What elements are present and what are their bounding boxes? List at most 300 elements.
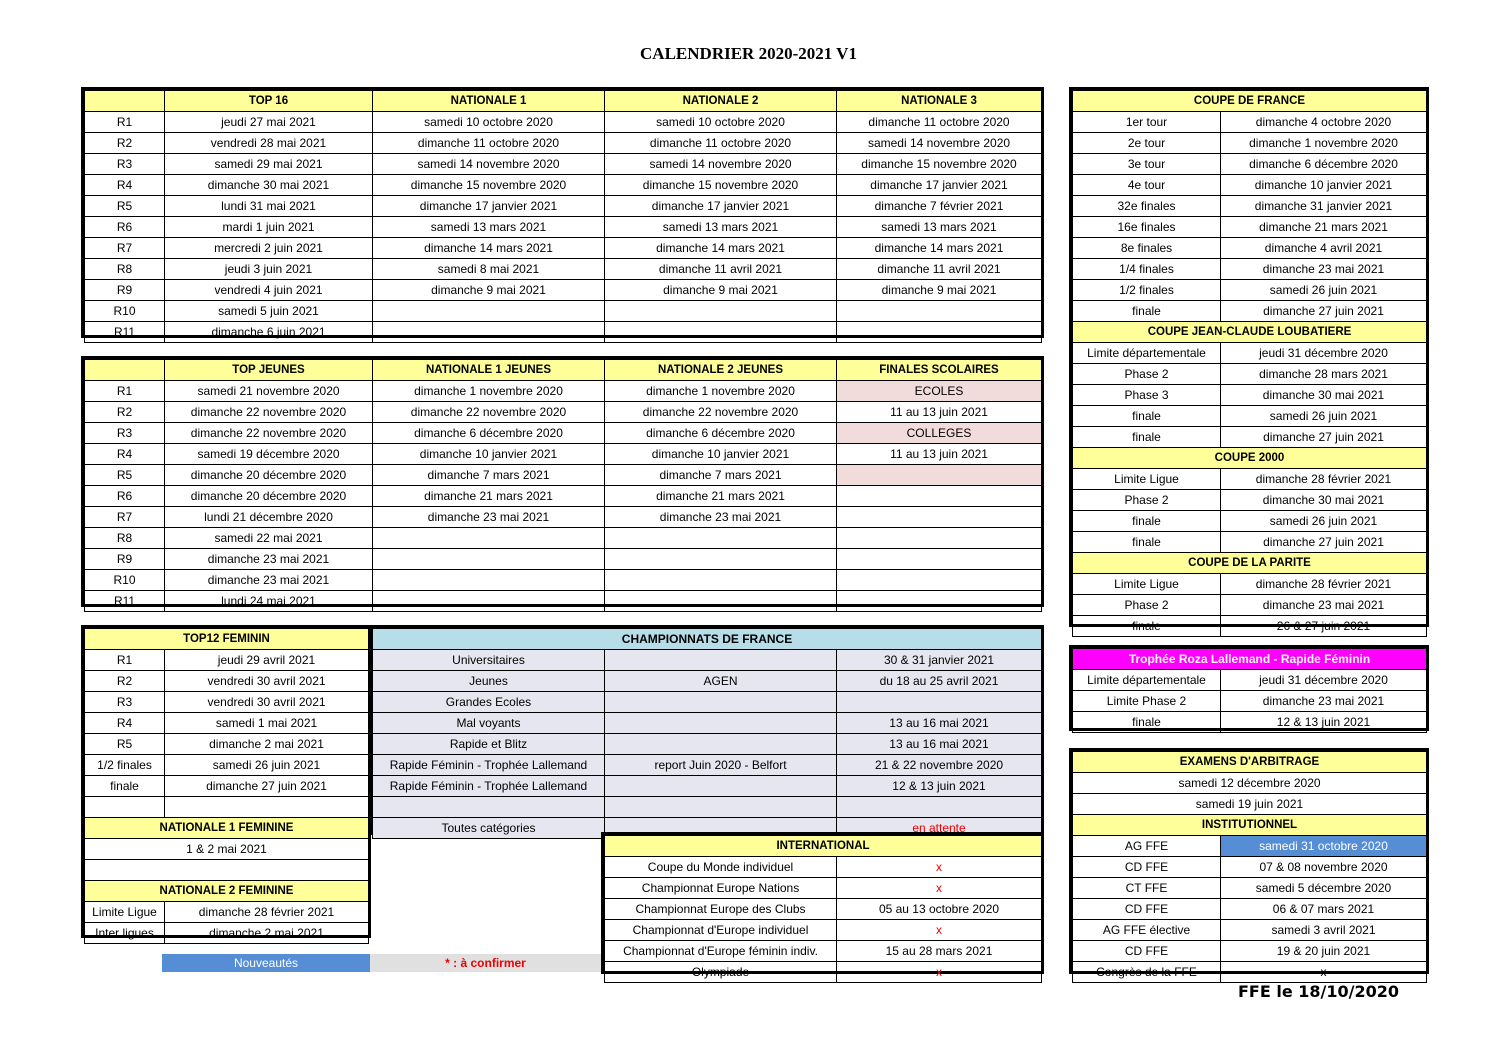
section-header: INSTITUTIONNEL <box>1073 815 1427 836</box>
coupes-table <box>1069 87 1429 633</box>
round-label: R1 <box>85 650 165 671</box>
date-cell: 19 & 20 juin 2021 <box>1221 941 1427 962</box>
international-grid <box>604 835 1042 983</box>
jeunes-grid <box>84 359 1042 612</box>
date-cell <box>837 507 1042 528</box>
date-cell: dimanche 1 novembre 2020 <box>1221 133 1427 154</box>
header-row <box>1073 815 1427 836</box>
table-row <box>85 692 369 713</box>
date-cell: COLLEGES <box>837 423 1042 444</box>
date-cell <box>837 322 1042 343</box>
table-row <box>1073 899 1427 920</box>
column-header: NATIONALE 3 <box>837 91 1042 112</box>
date-cell: dimanche 1 novembre 2020 <box>373 381 605 402</box>
date-cell: dimanche 9 mai 2021 <box>837 280 1042 301</box>
date-cell: 1 & 2 mai 2021 <box>85 839 369 860</box>
table-row <box>605 962 1042 983</box>
section-header: COUPE JEAN-CLAUDE LOUBATIERE <box>1073 322 1427 343</box>
table-row <box>85 259 1042 280</box>
arbitrage-table <box>1069 748 1429 979</box>
date-cell: x <box>1221 962 1427 983</box>
date-cell: 21 & 22 novembre 2020 <box>837 755 1042 776</box>
event-label: Toutes catégories <box>373 818 605 839</box>
date-cell <box>165 797 369 818</box>
table-row <box>85 196 1042 217</box>
round-label: R11 <box>85 591 165 612</box>
date-cell <box>837 692 1042 713</box>
table-row <box>1073 857 1427 878</box>
round-label <box>85 797 165 818</box>
table-row <box>373 713 1042 734</box>
jeunes-table <box>81 356 1044 607</box>
table-row <box>1073 196 1427 217</box>
table-row <box>85 839 369 860</box>
table-row <box>85 776 369 797</box>
date-cell: dimanche 10 janvier 2021 <box>1221 175 1427 196</box>
date-cell: dimanche 22 novembre 2020 <box>373 402 605 423</box>
top12-grid <box>84 628 369 944</box>
date-cell: vendredi 4 juin 2021 <box>165 280 373 301</box>
date-cell <box>605 570 837 591</box>
date-cell: dimanche 17 janvier 2021 <box>605 196 837 217</box>
round-label: R3 <box>85 423 165 444</box>
round-label: R10 <box>85 570 165 591</box>
date-cell: jeudi 3 juin 2021 <box>165 259 373 280</box>
date-cell: mardi 1 juin 2021 <box>165 217 373 238</box>
round-label: R1 <box>85 112 165 133</box>
date-cell: samedi 26 juin 2021 <box>1221 511 1427 532</box>
coupes-grid <box>1072 90 1427 637</box>
event-label: Rapide Féminin - Trophée Lallemand <box>373 755 605 776</box>
round-label: Limite Ligue <box>1073 574 1221 595</box>
column-header: FINALES SCOLAIRES <box>837 360 1042 381</box>
date-cell: dimanche 6 décembre 2020 <box>605 423 837 444</box>
date-cell: samedi 26 juin 2021 <box>1221 280 1427 301</box>
date-cell: 12 & 13 juin 2021 <box>837 776 1042 797</box>
date-cell: samedi 21 novembre 2020 <box>165 381 373 402</box>
date-cell <box>605 301 837 322</box>
column-header: NATIONALE 1 JEUNES <box>373 360 605 381</box>
legend-confirm: * : à confirmer <box>370 954 601 972</box>
date-cell: samedi 19 juin 2021 <box>1073 794 1427 815</box>
round-label: R5 <box>85 734 165 755</box>
date-cell: dimanche 11 avril 2021 <box>605 259 837 280</box>
date-cell <box>837 570 1042 591</box>
table-row <box>1073 691 1427 712</box>
round-label: finale <box>1073 301 1221 322</box>
date-cell <box>373 301 605 322</box>
date-cell: dimanche 9 mai 2021 <box>605 280 837 301</box>
arbitrage-grid <box>1072 751 1427 983</box>
date-cell: dimanche 2 mai 2021 <box>165 923 369 944</box>
table-row <box>85 112 1042 133</box>
round-label: R10 <box>85 301 165 322</box>
round-label: R5 <box>85 465 165 486</box>
table-row <box>1073 343 1427 364</box>
date-cell: samedi 5 juin 2021 <box>165 301 373 322</box>
date-cell: 12 & 13 juin 2021 <box>1221 712 1427 733</box>
date-cell: samedi 10 octobre 2020 <box>605 112 837 133</box>
round-label: R4 <box>85 175 165 196</box>
date-cell: dimanche 28 février 2021 <box>1221 469 1427 490</box>
column-header: NATIONALE 2 JEUNES <box>605 360 837 381</box>
column-header: NATIONALE 1 <box>373 91 605 112</box>
date-cell: dimanche 7 février 2021 <box>837 196 1042 217</box>
date-cell: samedi 19 décembre 2020 <box>165 444 373 465</box>
column-header: NATIONALE 1 FEMININE <box>85 818 369 839</box>
table-row <box>1073 238 1427 259</box>
table-row <box>1073 469 1427 490</box>
round-label: 4e tour <box>1073 175 1221 196</box>
header-row <box>85 881 369 902</box>
table-row <box>85 734 369 755</box>
column-header <box>85 91 165 112</box>
date-cell: dimanche 23 mai 2021 <box>165 570 373 591</box>
table-row <box>1073 385 1427 406</box>
event-label: CD FFE <box>1073 899 1221 920</box>
table-row <box>1073 511 1427 532</box>
table-row <box>373 650 1042 671</box>
date-cell: vendredi 30 avril 2021 <box>165 671 369 692</box>
date-cell <box>605 776 837 797</box>
table-row <box>85 423 1042 444</box>
date-cell: dimanche 7 mars 2021 <box>605 465 837 486</box>
table-row <box>85 280 1042 301</box>
date-cell <box>373 549 605 570</box>
event-label: Championnat d'Europe féminin indiv. <box>605 941 837 962</box>
date-cell: dimanche 11 octobre 2020 <box>837 112 1042 133</box>
event-label <box>373 797 605 818</box>
championnats-france-table <box>369 625 1044 835</box>
table-row <box>85 528 1042 549</box>
date-cell <box>605 692 837 713</box>
section-header: COUPE DE LA PARITE <box>1073 553 1427 574</box>
table-row <box>1073 490 1427 511</box>
date-cell: dimanche 15 novembre 2020 <box>605 175 837 196</box>
round-label: Limite départementale <box>1073 343 1221 364</box>
date-cell: dimanche 22 novembre 2020 <box>605 402 837 423</box>
date-cell: x <box>837 920 1042 941</box>
table-row <box>1073 406 1427 427</box>
table-row <box>373 734 1042 755</box>
round-label: Phase 2 <box>1073 364 1221 385</box>
table-row <box>85 713 369 734</box>
section-header: EXAMENS D'ARBITRAGE <box>1073 752 1427 773</box>
date-cell: dimanche 1 novembre 2020 <box>605 381 837 402</box>
date-cell: dimanche 23 mai 2021 <box>1221 691 1427 712</box>
round-label: finale <box>85 776 165 797</box>
date-cell: jeudi 27 mai 2021 <box>165 112 373 133</box>
date-cell: samedi 12 décembre 2020 <box>1073 773 1427 794</box>
date-cell: dimanche 22 novembre 2020 <box>165 402 373 423</box>
date-cell: dimanche 2 mai 2021 <box>165 734 369 755</box>
date-cell: samedi 13 mars 2021 <box>605 217 837 238</box>
date-cell: AGEN <box>605 671 837 692</box>
date-cell: dimanche 23 mai 2021 <box>1221 595 1427 616</box>
date-cell: jeudi 31 décembre 2020 <box>1221 343 1427 364</box>
column-header: CHAMPIONNATS DE FRANCE <box>373 629 1042 650</box>
date-cell: samedi 26 juin 2021 <box>1221 406 1427 427</box>
date-cell: samedi 13 mars 2021 <box>373 217 605 238</box>
table-row <box>373 797 1042 818</box>
table-row <box>85 238 1042 259</box>
event-label: Universitaires <box>373 650 605 671</box>
date-cell: ECOLES <box>837 381 1042 402</box>
round-label: 1/2 finales <box>85 755 165 776</box>
round-label: R3 <box>85 692 165 713</box>
date-cell: dimanche 30 mai 2021 <box>165 175 373 196</box>
round-label: 3e tour <box>1073 154 1221 175</box>
table-row <box>1073 878 1427 899</box>
date-cell: dimanche 22 novembre 2020 <box>165 423 373 444</box>
table-row <box>605 878 1042 899</box>
section-header: Trophée Roza Lallemand - Rapide Féminin <box>1073 649 1427 670</box>
date-cell: dimanche 15 novembre 2020 <box>837 154 1042 175</box>
table-row <box>373 776 1042 797</box>
round-label: Phase 2 <box>1073 490 1221 511</box>
table-row <box>85 322 1042 343</box>
date-cell: dimanche 20 décembre 2020 <box>165 465 373 486</box>
table-row <box>85 797 369 818</box>
round-label: finale <box>1073 406 1221 427</box>
date-cell: 15 au 28 mars 2021 <box>837 941 1042 962</box>
date-cell: dimanche 15 novembre 2020 <box>373 175 605 196</box>
date-cell: dimanche 11 octobre 2020 <box>373 133 605 154</box>
round-label: Phase 3 <box>1073 385 1221 406</box>
date-cell: dimanche 6 décembre 2020 <box>1221 154 1427 175</box>
date-cell: dimanche 31 janvier 2021 <box>1221 196 1427 217</box>
roza-grid <box>1072 648 1427 733</box>
date-cell: samedi 31 octobre 2020 <box>1221 836 1427 857</box>
round-label: R7 <box>85 238 165 259</box>
header-row <box>85 91 1042 112</box>
date-cell: dimanche 14 mars 2021 <box>605 238 837 259</box>
date-cell: jeudi 29 avril 2021 <box>165 650 369 671</box>
date-cell: x <box>837 962 1042 983</box>
round-label: Phase 2 <box>1073 595 1221 616</box>
column-header: TOP JEUNES <box>165 360 373 381</box>
table-row <box>85 549 1042 570</box>
event-label: AG FFE <box>1073 836 1221 857</box>
page-title: CALENDRIER 2020-2021 V1 <box>640 44 857 63</box>
table-row <box>1073 712 1427 733</box>
date-cell: dimanche 14 mars 2021 <box>837 238 1042 259</box>
date-cell <box>605 591 837 612</box>
date-cell <box>605 528 837 549</box>
round-label: finale <box>1073 511 1221 532</box>
table-row <box>1073 532 1427 553</box>
round-label: R6 <box>85 217 165 238</box>
table-row <box>1073 962 1427 983</box>
header-row <box>605 836 1042 857</box>
table-row <box>85 570 1042 591</box>
date-cell: dimanche 14 mars 2021 <box>373 238 605 259</box>
table-row <box>85 465 1042 486</box>
round-label: 1er tour <box>1073 112 1221 133</box>
date-cell: dimanche 23 mai 2021 <box>165 549 373 570</box>
table-row <box>85 133 1042 154</box>
date-cell: dimanche 11 octobre 2020 <box>605 133 837 154</box>
table-row <box>373 671 1042 692</box>
round-label: Inter ligues <box>85 923 165 944</box>
date-cell: dimanche 21 mars 2021 <box>1221 217 1427 238</box>
header-row <box>1073 649 1427 670</box>
date-cell: samedi 14 novembre 2020 <box>605 154 837 175</box>
table-row <box>85 755 369 776</box>
date-cell: dimanche 23 mai 2021 <box>605 507 837 528</box>
round-label: R2 <box>85 133 165 154</box>
round-label: Limite Phase 2 <box>1073 691 1221 712</box>
table-row <box>1073 175 1427 196</box>
header-row <box>373 629 1042 650</box>
date-cell: dimanche 10 janvier 2021 <box>373 444 605 465</box>
event-label: Rapide et Blitz <box>373 734 605 755</box>
event-label: CD FFE <box>1073 857 1221 878</box>
round-label: finale <box>1073 616 1221 637</box>
date-cell <box>837 301 1042 322</box>
event-label: AG FFE élective <box>1073 920 1221 941</box>
international-table <box>601 832 1044 979</box>
table-row <box>85 301 1042 322</box>
date-cell: samedi 3 avril 2021 <box>1221 920 1427 941</box>
date-cell: dimanche 17 janvier 2021 <box>837 175 1042 196</box>
round-label: R3 <box>85 154 165 175</box>
round-label: 2e tour <box>1073 133 1221 154</box>
date-cell: dimanche 30 mai 2021 <box>1221 490 1427 511</box>
table-row <box>85 486 1042 507</box>
event-label: Rapide Féminin - Trophée Lallemand <box>373 776 605 797</box>
date-cell: 11 au 13 juin 2021 <box>837 444 1042 465</box>
date-cell <box>837 797 1042 818</box>
event-label: Coupe du Monde individuel <box>605 857 837 878</box>
date-cell: 26 & 27 juin 2021 <box>1221 616 1427 637</box>
date-cell: dimanche 27 juin 2021 <box>1221 532 1427 553</box>
date-cell: lundi 21 décembre 2020 <box>165 507 373 528</box>
table-row <box>1073 920 1427 941</box>
top12-feminin-table <box>81 625 371 938</box>
date-cell: dimanche 9 mai 2021 <box>373 280 605 301</box>
date-cell <box>605 713 837 734</box>
date-cell: samedi 1 mai 2021 <box>165 713 369 734</box>
date-cell: dimanche 27 juin 2021 <box>165 776 369 797</box>
date-cell <box>605 322 837 343</box>
column-header: NATIONALE 2 FEMININE <box>85 881 369 902</box>
date-cell: samedi 26 juin 2021 <box>165 755 369 776</box>
date-cell: dimanche 27 juin 2021 <box>1221 301 1427 322</box>
event-label: Grandes Ecoles <box>373 692 605 713</box>
round-label: finale <box>1073 712 1221 733</box>
round-label: Limite Ligue <box>1073 469 1221 490</box>
date-cell <box>373 322 605 343</box>
header-row <box>85 629 369 650</box>
table-row <box>85 381 1042 402</box>
round-label: R8 <box>85 528 165 549</box>
round-label: 1/2 finales <box>1073 280 1221 301</box>
table-row <box>1073 773 1427 794</box>
date-cell: samedi 29 mai 2021 <box>165 154 373 175</box>
event-label: CD FFE <box>1073 941 1221 962</box>
event-label: Championnat d'Europe individuel <box>605 920 837 941</box>
table-row <box>605 920 1042 941</box>
table-row <box>1073 112 1427 133</box>
column-header <box>85 360 165 381</box>
column-header: NATIONALE 2 <box>605 91 837 112</box>
date-cell: samedi 22 mai 2021 <box>165 528 373 549</box>
event-label: Championnat Europe des Clubs <box>605 899 837 920</box>
date-cell: dimanche 27 juin 2021 <box>1221 427 1427 448</box>
round-label: finale <box>1073 427 1221 448</box>
date-cell <box>373 528 605 549</box>
date-cell: vendredi 28 mai 2021 <box>165 133 373 154</box>
table-row <box>373 755 1042 776</box>
date-cell: dimanche 7 mars 2021 <box>373 465 605 486</box>
legend-new: Nouveautés <box>162 954 370 972</box>
table-row <box>1073 616 1427 637</box>
table-row <box>85 507 1042 528</box>
date-cell: x <box>837 878 1042 899</box>
date-cell: x <box>837 857 1042 878</box>
round-label: finale <box>1073 532 1221 553</box>
round-label: Limite Ligue <box>85 902 165 923</box>
date-cell: samedi 14 novembre 2020 <box>373 154 605 175</box>
table-row <box>1073 154 1427 175</box>
round-label: 1/4 finales <box>1073 259 1221 280</box>
date-cell <box>605 549 837 570</box>
date-cell: vendredi 30 avril 2021 <box>165 692 369 713</box>
date-cell: lundi 24 mai 2021 <box>165 591 373 612</box>
round-label: R7 <box>85 507 165 528</box>
date-cell: dimanche 28 février 2021 <box>165 902 369 923</box>
roza-table <box>1069 645 1429 731</box>
date-cell: dimanche 21 mars 2021 <box>605 486 837 507</box>
table-row <box>85 671 369 692</box>
date-cell: dimanche 23 mai 2021 <box>373 507 605 528</box>
date-cell <box>373 591 605 612</box>
header-row <box>1073 322 1427 343</box>
footer-date: FFE le 18/10/2020 <box>1237 982 1399 1001</box>
round-label: R1 <box>85 381 165 402</box>
date-cell: dimanche 30 mai 2021 <box>1221 385 1427 406</box>
date-cell <box>837 549 1042 570</box>
date-cell: 30 & 31 janvier 2021 <box>837 650 1042 671</box>
table-row <box>85 402 1042 423</box>
table-row <box>1073 836 1427 857</box>
event-label: CT FFE <box>1073 878 1221 899</box>
table-row <box>1073 941 1427 962</box>
header-row <box>85 818 369 839</box>
date-cell: samedi 13 mars 2021 <box>837 217 1042 238</box>
round-label: 8e finales <box>1073 238 1221 259</box>
date-cell: dimanche 21 mars 2021 <box>373 486 605 507</box>
header-row <box>1073 91 1427 112</box>
column-header: TOP 16 <box>165 91 373 112</box>
date-cell: dimanche 6 décembre 2020 <box>373 423 605 444</box>
date-cell: 11 au 13 juin 2021 <box>837 402 1042 423</box>
round-label: 16e finales <box>1073 217 1221 238</box>
championnats-grid <box>372 628 1042 839</box>
date-cell: 06 & 07 mars 2021 <box>1221 899 1427 920</box>
top16-grid <box>84 90 1042 343</box>
table-row <box>85 217 1042 238</box>
round-label: R8 <box>85 259 165 280</box>
date-cell: mercredi 2 juin 2021 <box>165 238 373 259</box>
table-row <box>1073 670 1427 691</box>
date-cell <box>605 797 837 818</box>
event-label: Jeunes <box>373 671 605 692</box>
header-row <box>85 360 1042 381</box>
date-cell: en attente <box>837 818 1042 839</box>
table-row <box>1073 259 1427 280</box>
